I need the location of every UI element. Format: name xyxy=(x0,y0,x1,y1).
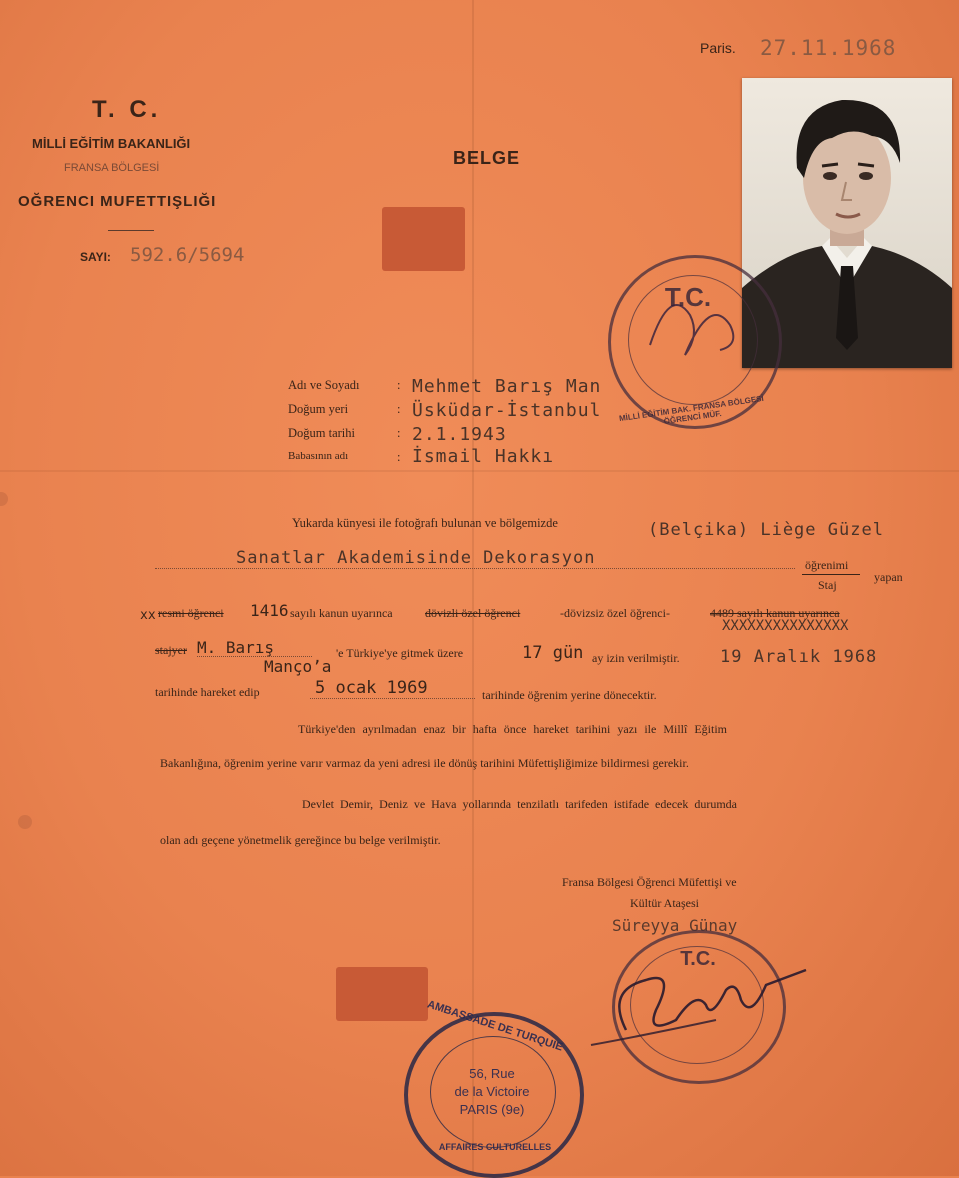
body-line1-typed: (Belçika) Liège Güzel xyxy=(648,520,884,540)
fold-line-vertical xyxy=(472,0,474,1176)
signatory-name: Süreyya Günay xyxy=(612,916,738,935)
line4-surname: Mançoʼa xyxy=(264,657,332,676)
line5-text1: tarihinde hareket edip xyxy=(155,685,260,699)
dotted-line-2 xyxy=(155,568,795,569)
signature-scrawl-top xyxy=(640,275,750,375)
embassy-addr-1: 56, Rue xyxy=(469,1066,515,1081)
ogrenimi-label: öğrenimi xyxy=(805,558,849,572)
ministry-seal-top-center: T.C. xyxy=(664,282,712,312)
sayi-value: 592.6/5694 xyxy=(130,244,245,266)
region-name: FRANSA BÖLGESİ xyxy=(64,162,160,174)
birthdate-colon: : xyxy=(397,426,401,440)
header-divider xyxy=(108,230,154,231)
line5-date: 5 ocak 1969 xyxy=(315,678,428,698)
ministry-seal-top-ring: MİLLİ EĞİTİM BAK. FRANSA BÖLGESİ ÖĞRENCİ MÜF. xyxy=(618,393,765,426)
line3-prefix-x: xx xyxy=(140,608,156,623)
line4-text: 'e Türkiye'ye gitmek üzere xyxy=(336,646,464,660)
embassy-ring-bottom: AFFAIRES CULTURELLES xyxy=(438,1142,552,1152)
birthplace-value: Üsküdar-İstanbul xyxy=(412,400,602,421)
name-label: Adı ve Soyadı xyxy=(288,378,360,392)
name-value: Mehmet Barış Man xyxy=(412,376,602,397)
document-title: BELGE xyxy=(453,148,521,168)
ministry-seal-bottom-center: T.C. xyxy=(680,948,716,970)
staj-label: Staj xyxy=(818,578,837,592)
yapan-label: yapan xyxy=(874,570,903,584)
signatory-title-1: Fransa Bölgesi Öğrenci Müfettişi ve xyxy=(562,875,737,889)
dotted-line-5 xyxy=(310,698,475,699)
handwritten-signature xyxy=(586,950,816,1060)
line4-strike-stajyer: stajyer xyxy=(155,643,187,657)
birthplace-colon: : xyxy=(397,402,401,416)
stamp-residue-bottom xyxy=(336,967,428,1021)
signatory-title-2: Kültür Ataşesi xyxy=(630,896,699,910)
body-line2-typed: Sanatlar Akademisinde Dekorasyon xyxy=(236,548,596,568)
line4-text2: ay izin verilmiştir. xyxy=(592,651,680,665)
dotted-line-4a xyxy=(197,656,312,657)
tc-heading: T. C. xyxy=(92,96,162,123)
birthdate-label: Doğum tarihi xyxy=(288,426,356,440)
punch-hole-bottom xyxy=(18,815,32,829)
line3-strike-dovizli: dövizli özel öğrenci xyxy=(425,606,521,620)
father-label: Babasının adı xyxy=(288,450,349,462)
line3-text: sayılı kanun uyarınca xyxy=(290,606,393,620)
line3-strike-4489: 4489 sayılı kanun uyarınca xyxy=(710,606,840,620)
line3-xs: XXXXXXXXXXXXXXX xyxy=(722,618,849,634)
embassy-addr-2: de la Victoire xyxy=(454,1084,530,1099)
para2-line1: Türkiye'den ayrılmadan enaz bir hafta önce hareket tarihini yazı ile Millî Eğitim xyxy=(298,722,728,736)
office-name: OĞRENCI MUFETTIŞLIĞI xyxy=(18,193,217,210)
body-line1-text: Yukarda künyesi ile fotoğrafı bulunan ve bölgemizde xyxy=(292,516,558,530)
place-label: Paris. xyxy=(700,40,736,56)
line3-law-number: 1416 xyxy=(250,601,289,620)
fold-line-horizontal xyxy=(0,470,959,472)
document-date: 27.11.1968 xyxy=(760,36,897,60)
stamp-residue-top xyxy=(382,207,465,271)
line5-text2: tarihinde öğrenim yerine dönecektir. xyxy=(482,688,657,702)
line4-name: M. Barış xyxy=(197,638,275,657)
line4-days: 17 gün xyxy=(522,643,584,663)
birthdate-value: 2.1.1943 xyxy=(412,424,507,445)
line3-strike-resmi: resmi öğrenci xyxy=(158,606,224,620)
ministry-name: MİLLİ EĞİTİM BAKANLIĞI xyxy=(32,136,191,151)
fraction-line xyxy=(802,574,860,575)
name-colon: : xyxy=(397,378,401,392)
embassy-ring-top: AMBASSADE DE TURQUIE xyxy=(425,998,565,1054)
sayi-label: SAYI: xyxy=(80,250,111,264)
line4-date: 19 Aralık 1968 xyxy=(720,647,878,667)
embassy-addr-3: PARIS (9e) xyxy=(459,1102,525,1117)
para3-line2: olan adı geçene yönetmelik gereğince bu belge verilmiştir. xyxy=(160,833,441,847)
father-colon: : xyxy=(397,450,401,464)
line3-text-dovizsiz: -dövizsiz özel öğrenci- xyxy=(560,606,670,620)
father-value: İsmail Hakkı xyxy=(412,446,555,467)
para2-line2: Bakanlığına, öğrenim yerine varır varmaz da yeni adresi ile dönüş tarihini Müfettişliğimize bildirmesi gerekir. xyxy=(160,756,689,770)
para3-line1: Devlet Demir, Deniz ve Hava yollarında tenzilatlı tarifeden istifade edecek durumda xyxy=(302,797,738,811)
birthplace-label: Doğum yeri xyxy=(288,402,349,416)
